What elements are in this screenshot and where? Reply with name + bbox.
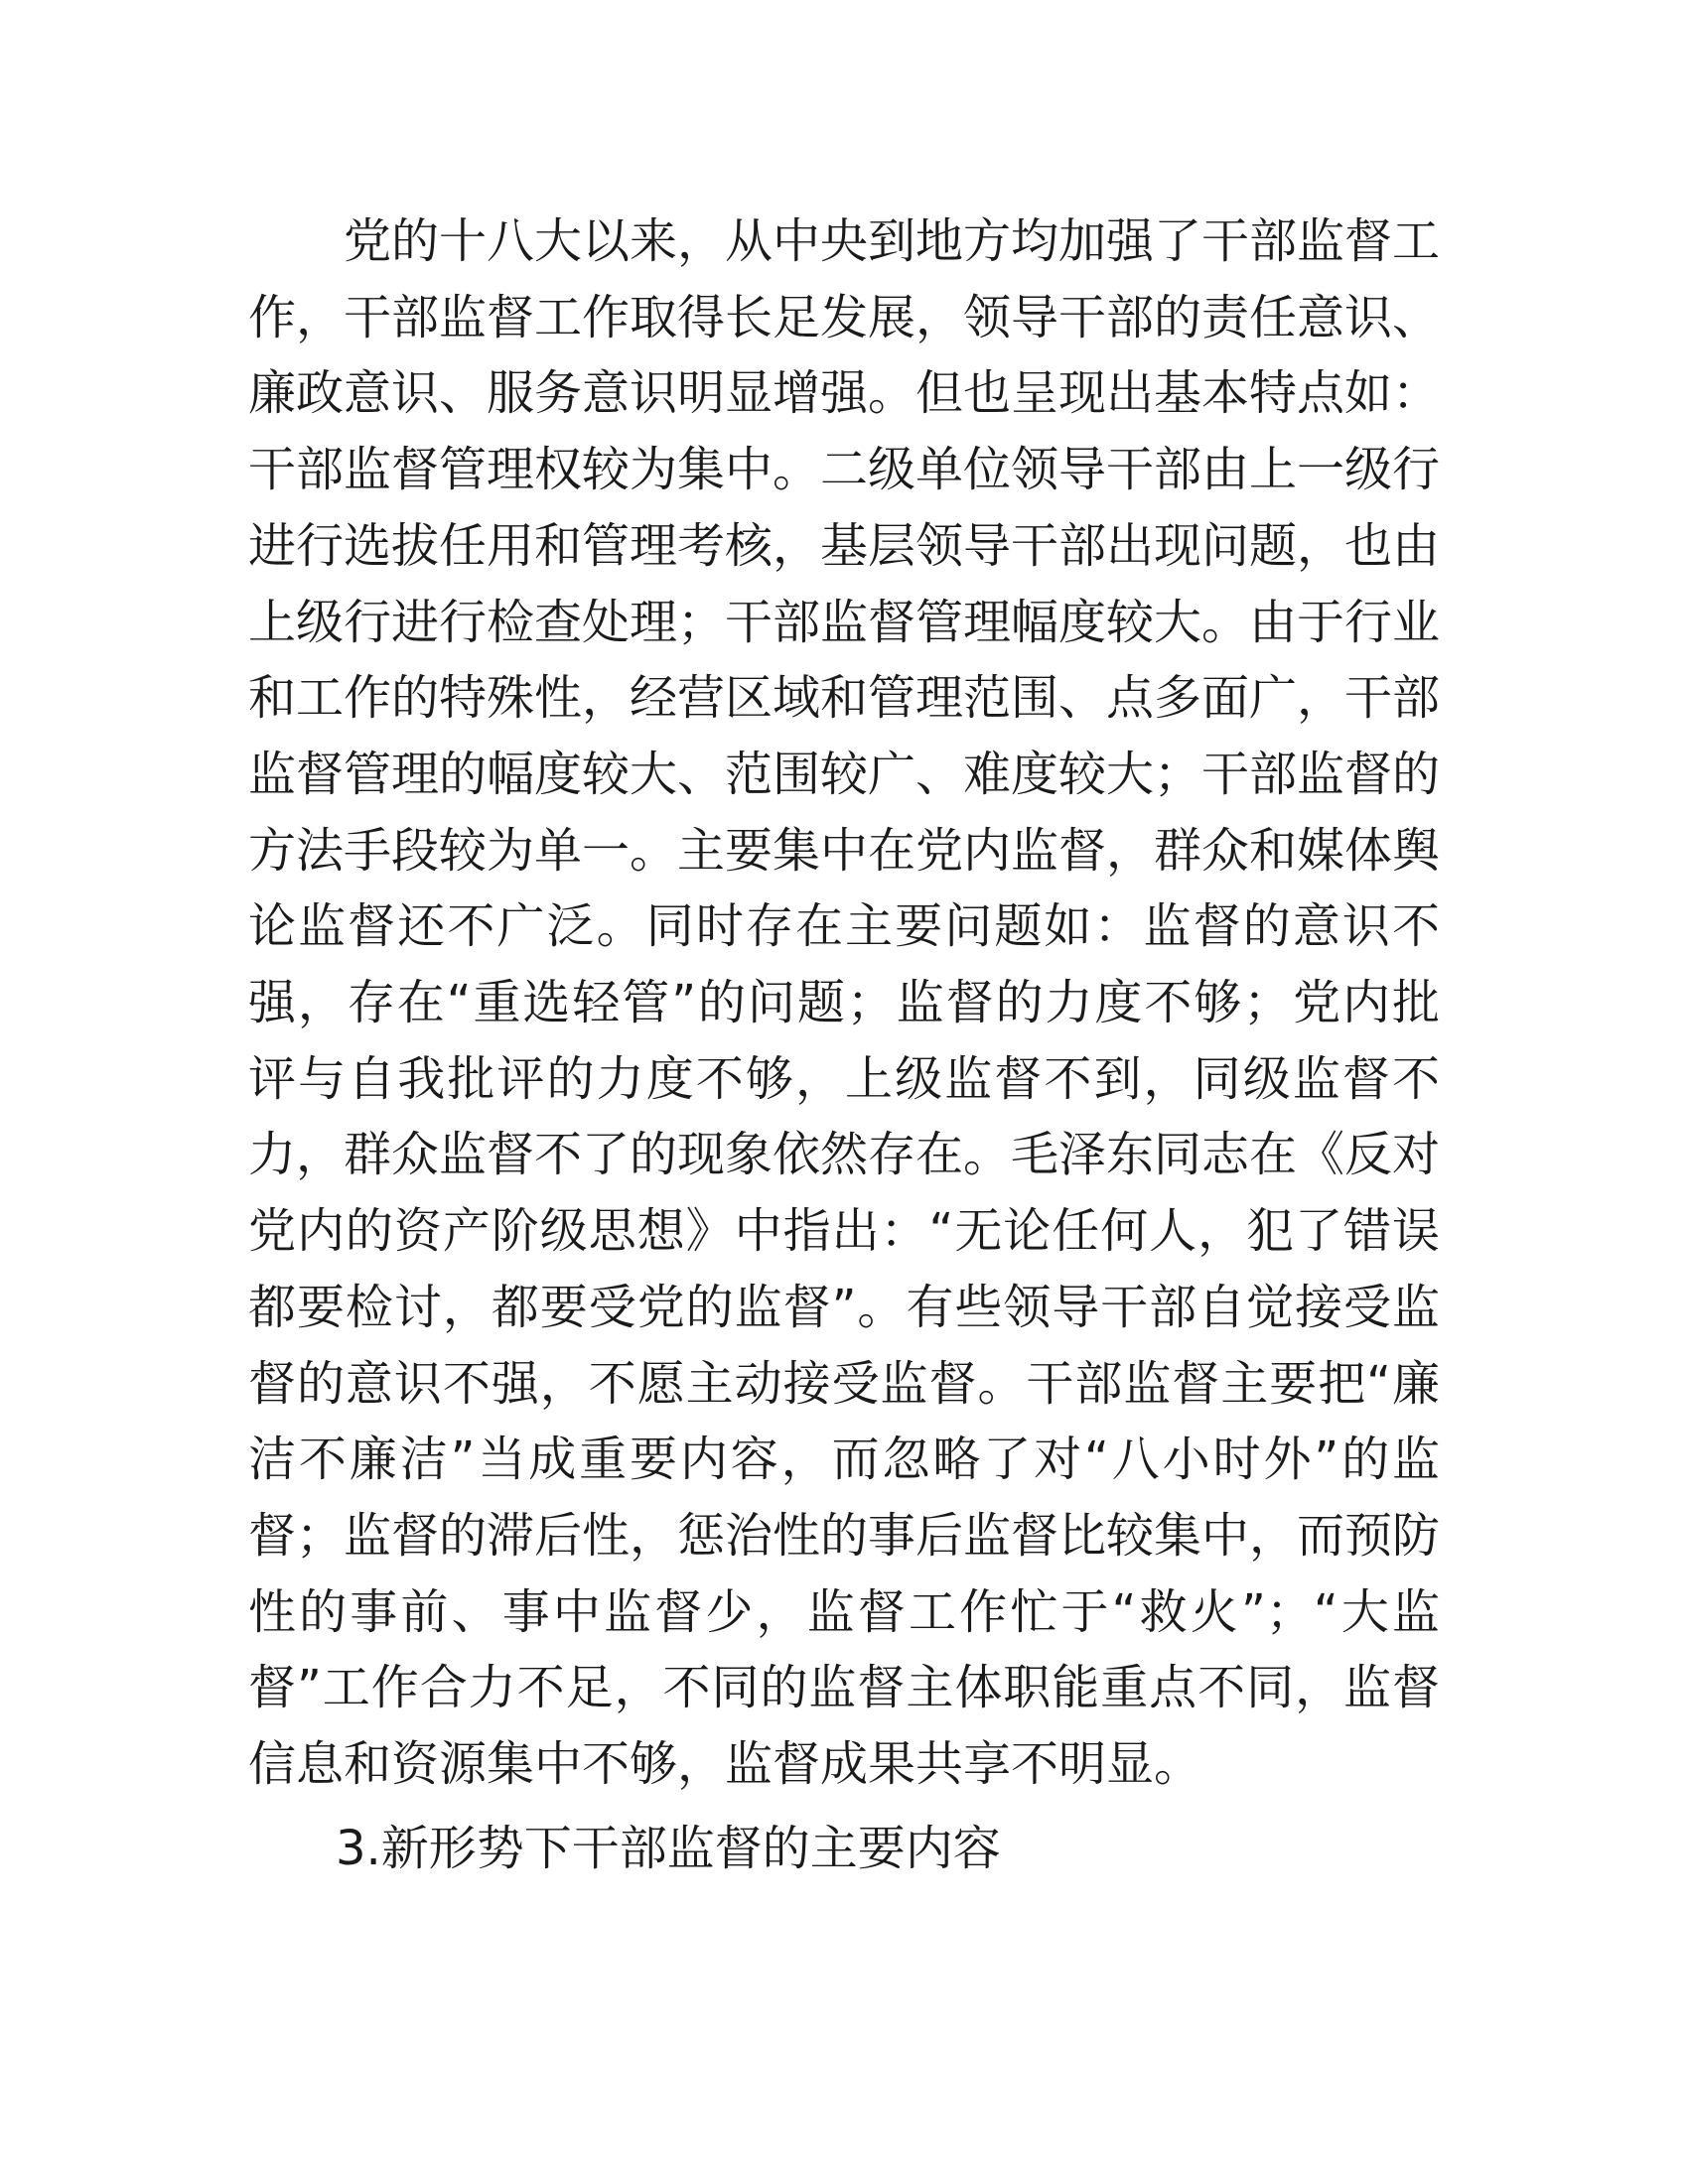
document-body xyxy=(248,204,1440,1888)
body-paragraph: 党的十八大以来，从中央到地方均加强了干部监督工作，干部监督工作取得长足发展，领导干部的责任意识、廉政意识、服务意识明显增强。但也呈现出基本特点如：干部监督管理权较为集中。二级单位领导干部由上一级行进行选拔任用和管理考核，基层领导干部出现问题，也由上级行进行检查处理；干部监督管理幅度较大。由于行业和工作的特殊性，经营区域和管理范围、点多面广，干部监督管理的幅度较大、范围较广、难度较大；干部监督的方法手段较为单一。主要集中在党内监督，群众和媒体舆论监督还不广泛。同时存在主要问题如：监督的意识不强，存在“重选轻管”的问题；监督的力度不够；党内批评与自我批评的力度不够，上级监督不到，同级监督不力，群众监督不了的现象依然存在。毛泽东同志在《反对党内的资产阶级思想》中指出：“无论任何人，犯了错误都要检讨，都要受党的监督”。有些领导干部自觉接受监督的意识不强，不愿主动接受监督。干部监督主要把“廉洁不廉洁”当成重要内容，而忽略了对“八小时外”的监督；监督的滞后性，惩治性的事后监督比较集中，而预防性的事前、事中监督少，监督工作忙于“救火”；“大监督”工作合力不足，不同的监督主体职能重点不同，监督信息和资源集中不够，监督成果共享不明显。 xyxy=(248,213,1441,1793)
section-heading: 3.新形势下干部监督的主要内容 xyxy=(336,1820,1001,1876)
